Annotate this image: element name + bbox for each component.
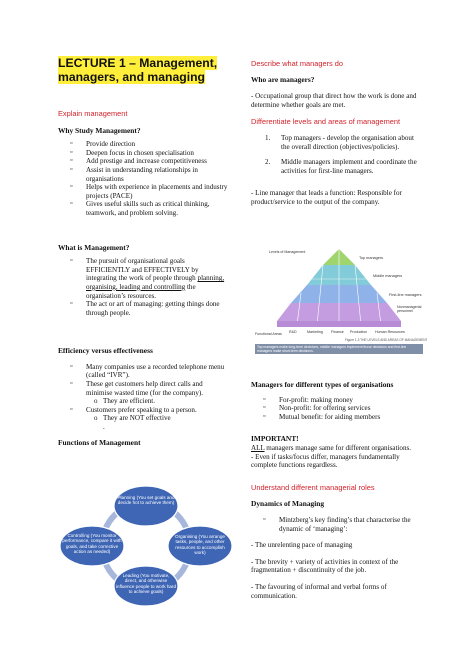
area-label: R&D [289,330,297,334]
efficiency-sublist-1 [58,397,228,406]
list-text: Middle managers implement and coordinate the activities for first-line managers. [281,158,417,175]
functional-areas-bar [277,321,401,327]
list-item [251,158,423,175]
line-manager-text: - Line manager that leads a function: Responsible for product/service to the output of the company. [251,189,402,206]
leading-node [114,566,178,606]
dynamics-point-1: - The unrelenting pace of managing [251,541,353,550]
functional-areas-label: Functional Areas [255,332,282,336]
page-title [58,56,228,84]
planning-label: Planning (You set goals and decide hot to achieve them) [117,495,175,506]
title-line-2: managers, and managing [58,70,205,84]
title-line-1: LECTURE 1 – Management, [58,56,218,70]
right-column-lower [251,381,423,600]
list-item: ▫ These get customers help direct calls and minimise wasted time (for the company). [58,380,228,397]
levels-list [251,134,423,175]
why-heading: Why Study Management? [58,125,141,135]
functions-heading: Functions of Management [58,437,141,447]
nonmanagerial-label: Nonmanagerial personnel [397,305,422,314]
efficiency-heading: Efficiency versus effectiveness [58,346,153,356]
controlling-node [60,526,124,566]
list-item: ▫ Assist in understanding relationships in organisations [58,166,228,183]
list-item: ▫ The act or art of managing: getting things done through people. [58,300,228,317]
what-item-1-tail: the organisation’s resources. [86,282,196,300]
important-text-2: - Even if tasks/focus differ, managers fundamentally complete functions regardless. [251,452,400,470]
list-item [251,134,423,151]
list-item: ▫ Helps with experience in placements and industry projects (PACE) [58,183,228,200]
right-column [251,60,423,207]
list-text: Top managers - develop the organisation about the overall direction (objectives/policies). [281,133,414,151]
important-heading: IMPORTANT! [251,434,299,444]
area-label: Production [350,330,368,334]
what-list [58,257,228,317]
list-item: ▫ Deepen focus in chosen specialisation [58,149,228,158]
explain-heading: Explain management [58,109,128,118]
leading-label: Leading (You motivate, direct, and otherwise influence people to work hard to achieve goals) [116,573,176,595]
levels-heading: Differentiate levels and areas of management [251,117,400,127]
list-item: ▫ Add prestige and increase competitiveness [58,157,228,166]
list-number: 2. [265,158,271,167]
dynamics-heading: Dynamics of Managing [251,499,325,509]
area-label: Marketing [307,330,323,334]
controlling-label: Controlling (You monitor performance, compare it with goals, and take corrective action as needed) [62,533,122,555]
levels-of-management-label: Levels of Management [269,250,306,254]
middle-managers-label: Middle managers [373,274,403,278]
describe-heading: Describe what managers do [251,59,344,68]
what-heading: What is Management? [58,242,130,252]
efficiency-sublist-2 [58,414,228,423]
first-line-label: First-line managers [389,293,422,297]
important-all: ALL [251,443,265,452]
who-text: - Occupational group that direct how the work is done and determine whether goals are met. [251,92,417,109]
figure-note: Top managers make long-term decisions, middle managers implement those decisions and first-line managers make short-term decisions. [255,344,423,354]
list-item: o They are NOT effective [58,414,228,423]
types-list [251,396,423,422]
functions-cycle-diagram [56,484,236,608]
list-item: ▫ Many companies use a recorded telephone menu (called “IVR”). [58,363,228,380]
efficiency-list-2 [58,406,228,415]
organising-node [168,526,232,566]
list-item: ▫ Gives useful skills such as critical thinking, teamwork, and problem solving. [58,200,228,217]
area-label: Finance [331,330,344,334]
list-item: ▫ Non-profit: for offering services [251,404,423,413]
efficiency-dot: . [103,423,105,432]
roles-heading: Understand different managerial roles [251,482,375,492]
dynamics-point-3: - The favouring of informal and verbal forms of communication. [251,582,387,600]
figure-caption: Figure 1.3 THE LEVELS AND AREAS OF MANAGEMENT [345,338,427,342]
list-item: o They are efficient. [58,397,228,406]
dynamics-list [251,516,423,533]
list-item [58,257,228,300]
list-item: ▫ For-profit: making money [251,396,423,405]
list-item: ▫ Mintzberg’s key finding’s that characterise the dynamic of ‘managing’: [251,516,423,533]
what-item-1-text: The pursuit of organisational goals EFFICIENTLY and EFFECTIVELY by integrating the work of people through [86,257,199,283]
important-rest: managers manage same for different organisations. [264,443,412,452]
list-item: ▫ Mutual benefit: for aiding members [251,413,423,422]
list-item: ▫ Customers prefer speaking to a person. [58,406,228,415]
efficiency-list [58,363,228,397]
who-heading: Who are managers? [251,74,315,84]
list-item: ▫ Provide direction [58,140,228,149]
types-heading: Managers for different types of organisations [251,380,394,389]
management-levels-pyramid [251,243,427,363]
why-list [58,140,228,217]
area-label: Human Resources [375,330,405,334]
organising-label: Organising (You arrange tasks, people, and other resources to accomplish work) [175,534,225,556]
top-managers-label: Top managers [359,256,384,260]
important-text-1 [251,444,423,453]
planning-node [114,486,178,526]
what-item-1-underlined: planning, organising, leading and controlling [86,274,225,291]
list-number: 1. [265,133,271,142]
left-column [58,56,228,447]
dynamics-point-2: - The brevity + variety of activities in context of the fragmentation + discontinuity of the job. [251,557,399,575]
